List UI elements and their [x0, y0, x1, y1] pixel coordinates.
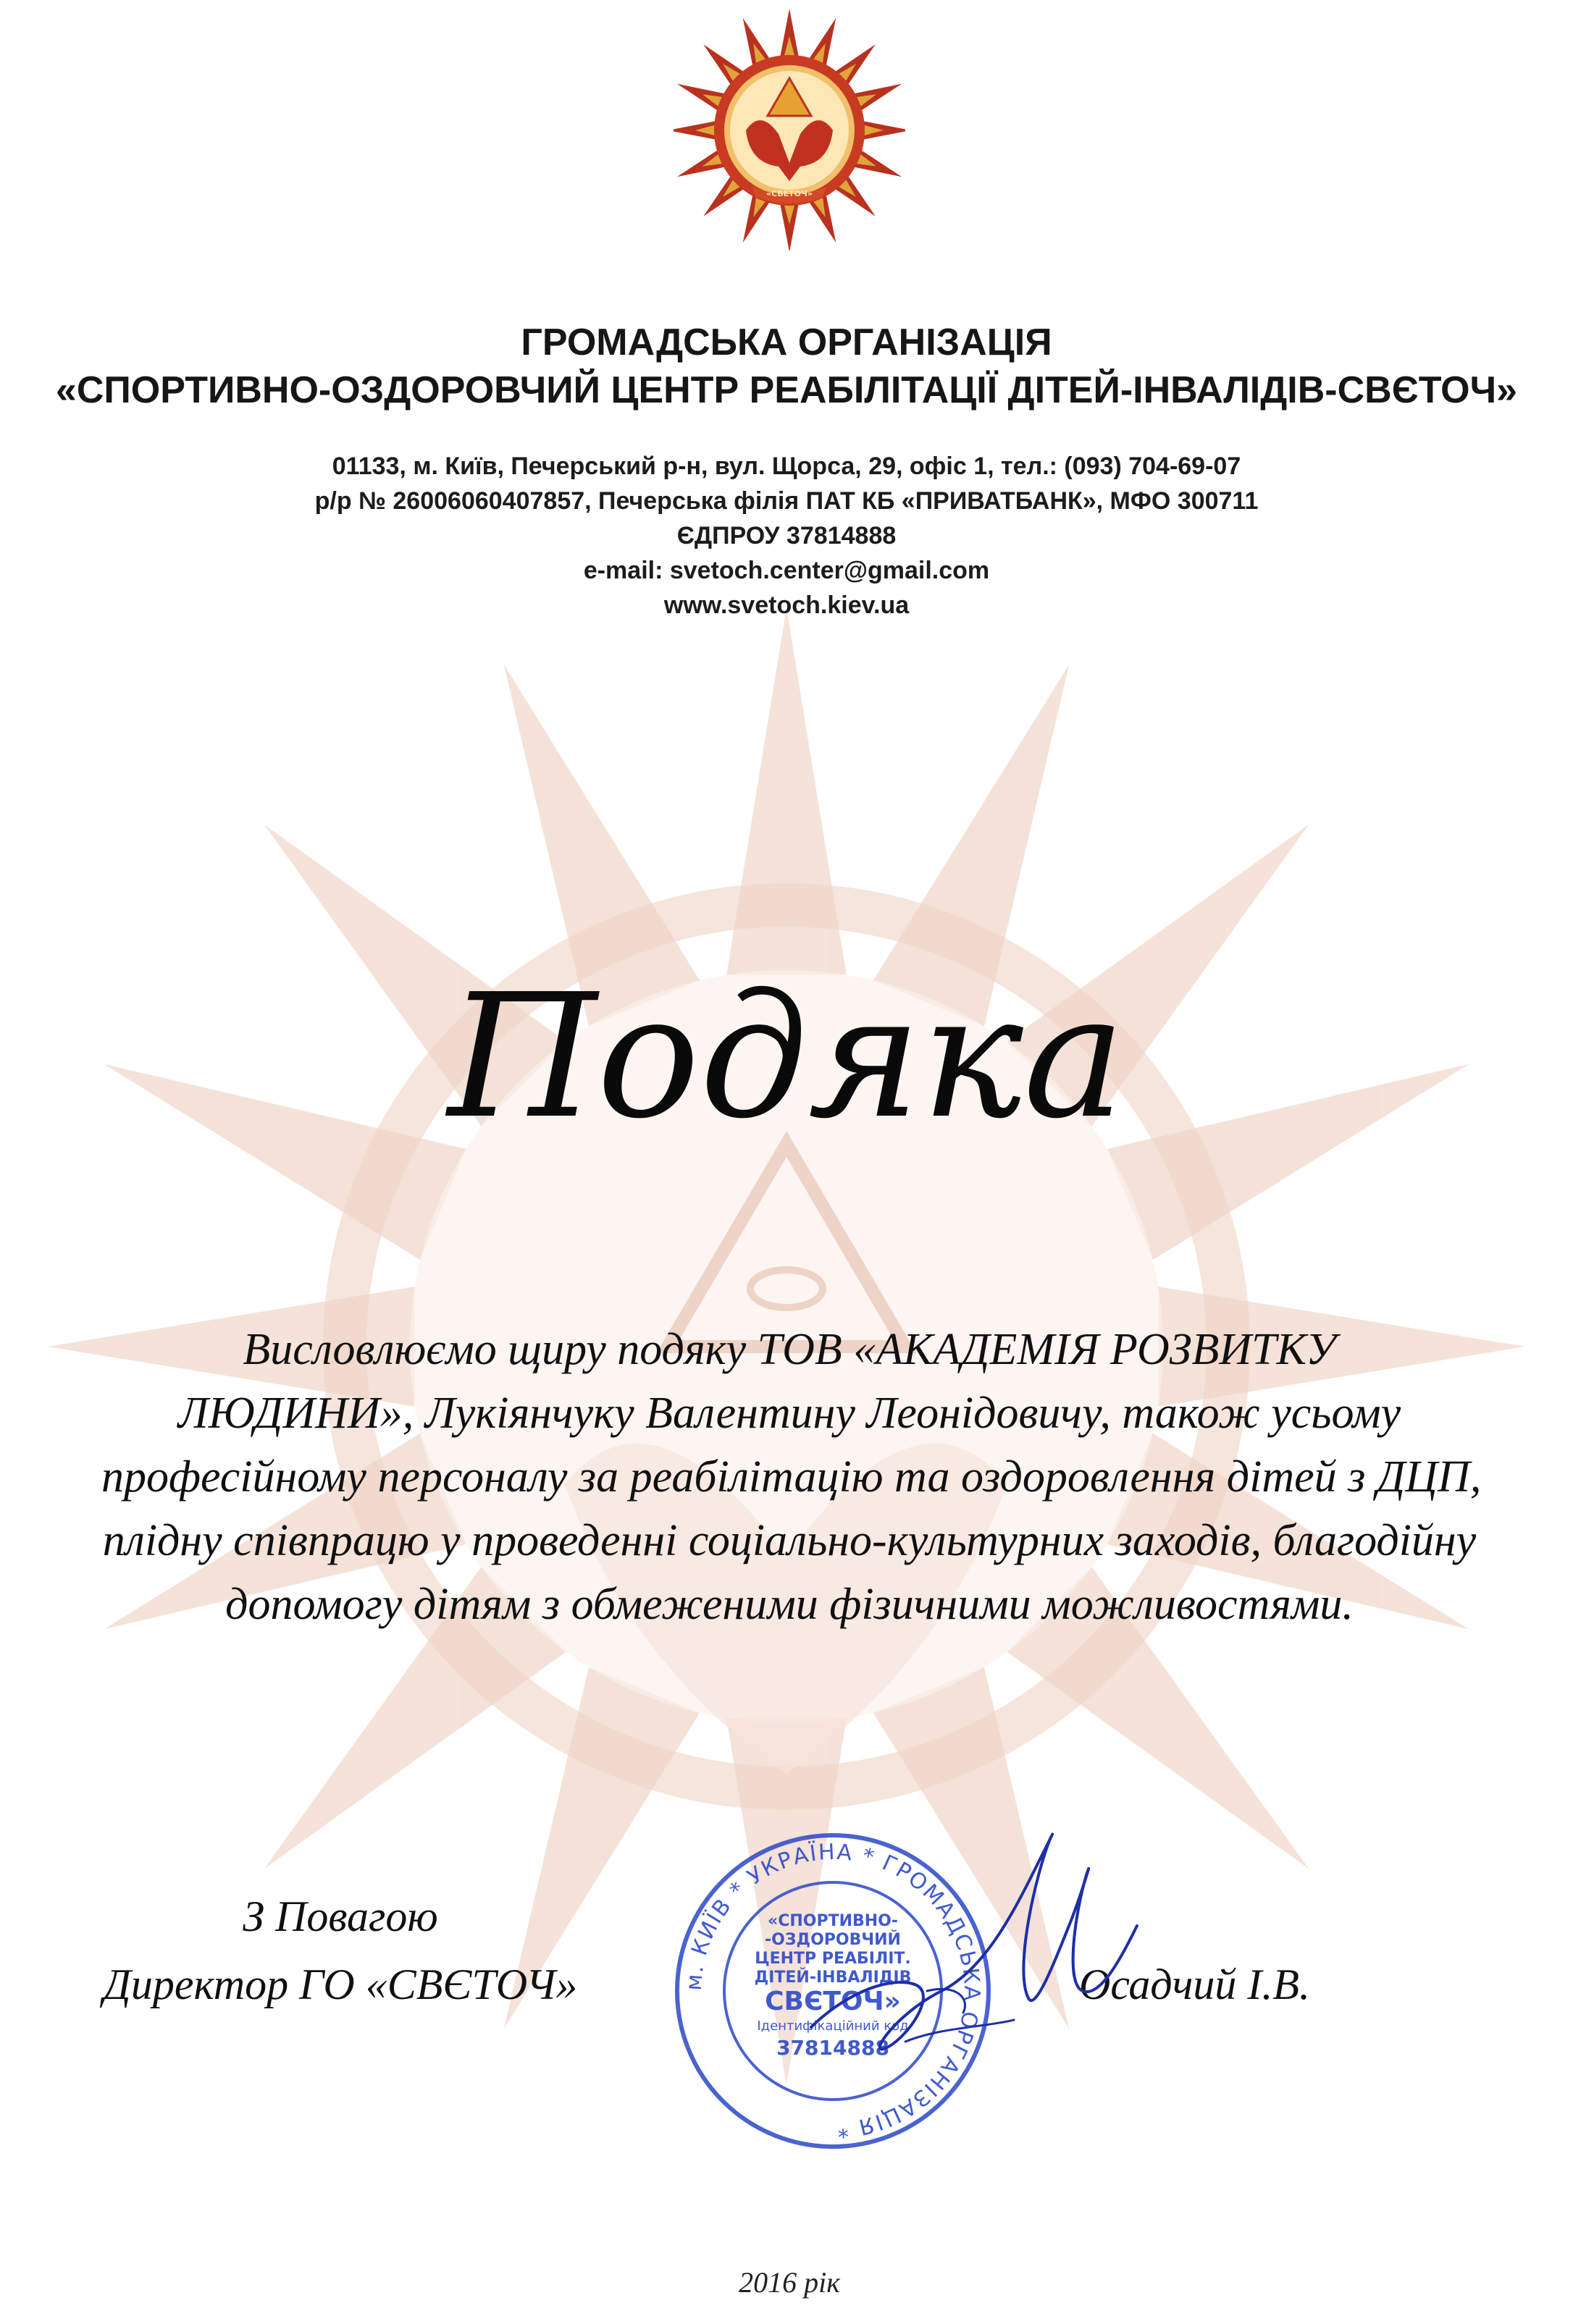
- svg-text:ЦЕНТР РЕАБІЛІТ.: ЦЕНТР РЕАБІЛІТ.: [755, 1950, 911, 1968]
- org-details: [0, 449, 1573, 623]
- svg-text:ДІТЕЙ-ІНВАЛІДІВ: ДІТЕЙ-ІНВАЛІДІВ: [754, 1969, 912, 1987]
- signer-name: Осадчий І.В.: [1079, 1961, 1311, 2008]
- svg-text:Ідентифікаційний код: Ідентифікаційний код: [757, 2018, 909, 2034]
- body-line: професійному персоналу за реабілітацію та оздоровлення дітей з ДЦП,: [101, 1452, 1482, 1502]
- closing-position: Директор ГО «СВЄТОЧ»: [103, 1961, 578, 2008]
- org-website: www.svetoch.kiev.ua: [663, 591, 910, 619]
- svg-text:37814888: 37814888: [776, 2036, 889, 2060]
- org-edrpou: ЄДПРОУ 37814888: [676, 522, 897, 550]
- svg-text:м. КИЇВ * УКРАЇНА * ГРОМАДСЬКА: м. КИЇВ * УКРАЇНА * ГРОМАДСЬКА ОРГАНІЗАЦІЯ *: [681, 1839, 985, 2143]
- document-title: Подяка: [448, 957, 1125, 1156]
- org-header: [0, 319, 1573, 414]
- org-bank: р/р № 26006060407857, Печерська філія ПАТ КБ «ПРИВАТБАНК», МФО 300711: [314, 487, 1259, 515]
- svg-text:«СПОРТИВНО-: «СПОРТИВНО-: [767, 1912, 899, 1930]
- org-title-line1: ГРОМАДСЬКА ОРГАНІЗАЦІЯ: [521, 321, 1052, 363]
- body-line: ЛЮДИНИ», Лукіянчуку Валентину Леонідовичу, також усьому: [177, 1389, 1401, 1438]
- closing-regards: З Повагою: [243, 1893, 438, 1940]
- handwritten-signature-icon: [797, 1810, 1144, 2085]
- closing-block: [29, 1882, 652, 2018]
- document-year: 2016 рік: [739, 2266, 840, 2299]
- svg-text:СВЄТОЧ»: СВЄТОЧ»: [765, 1987, 901, 2016]
- body-line: Висловлюємо щиру подяку ТОВ «АКАДЕМІЯ РОЗВИТКУ: [243, 1325, 1336, 1374]
- body-line: плідну співпрацю у проведенні соціально-культурних заходів, благодійну: [102, 1516, 1477, 1565]
- org-email: e-mail: svetoch.center@gmail.com: [583, 557, 990, 584]
- org-address: 01133, м. Київ, Печерський р-н, вул. Щорса, 29, офіс 1, тел.: (093) 704-69-07: [332, 452, 1241, 480]
- star-emblem-icon: [674, 7, 905, 268]
- logo-ribbon-text: «СВЕТОЧ»: [766, 189, 813, 198]
- thanks-body: [101, 1318, 1482, 1636]
- svg-text:-ОЗДОРОВЧИЙ: -ОЗДОРОВЧИЙ: [765, 1931, 901, 1949]
- org-title-line2: «СПОРТИВНО-ОЗДОРОВЧИЙ ЦЕНТР РЕАБІЛІТАЦІЇ ДІТЕЙ-ІНВАЛІДІВ-СВЄТОЧ»: [55, 369, 1518, 411]
- body-line: допомогу дітям з обмеженими фізичними можливостями.: [225, 1580, 1354, 1629]
